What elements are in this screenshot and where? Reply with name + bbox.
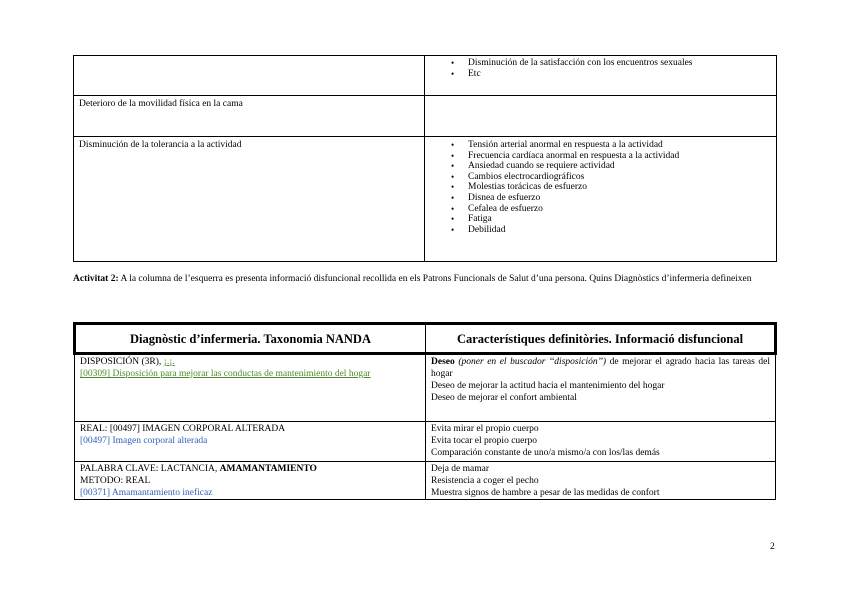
nanda-table (73, 322, 777, 500)
list-item: • Molestias torácicas de esfuerzo (468, 182, 771, 193)
characteristic-line: Deja de mamar (431, 464, 490, 474)
characteristic-line: Deseo (poner en el buscador ‘‘disposición’’) de mejorar el agrado hacia las tareas del hogar (431, 357, 771, 379)
table-row (75, 354, 776, 422)
characteristic-line: Evita mirar el propio cuerpo (431, 424, 539, 434)
diagnosis-cell (75, 354, 426, 422)
table-cell-label: Disminución de la tolerancia a la actividad (74, 137, 425, 262)
nanda-link[interactable]: [00371] Amamantamiento ineficaz (80, 488, 213, 498)
table-cell-empty (74, 56, 425, 96)
characteristics-cell (426, 462, 776, 500)
list-item: • Debilidad (468, 225, 771, 236)
characteristic-line: Evita tocar el propio cuerpo (431, 436, 538, 446)
symptoms-table (73, 55, 777, 262)
method-line: METODO: REAL (80, 476, 151, 486)
table-cell-bullets (425, 137, 777, 262)
nanda-link[interactable]: [00497] Imagen corporal alterada (80, 436, 208, 446)
activity-text: A la columna de l’esquerra es presenta informació disfuncional recollida en els Patrons Funcionals de Salut d’una persona. Quins Diagnòstics d’infermeria defineixen (118, 274, 752, 284)
column-header-diagnosis: Diagnòstic d’infermeria. Taxonomia NANDA (75, 324, 426, 354)
page-number: 2 (770, 542, 775, 552)
column-header-characteristics: Característiques definitòries. Informació disfuncional (426, 324, 776, 354)
activity-label: Activitat 2: (73, 274, 119, 284)
table-row (75, 462, 776, 500)
characteristic-line: Muestra signos de hambre a pesar de las medidas de confort (431, 488, 660, 498)
table-row (74, 56, 777, 96)
list-item: • Disnea de esfuerzo (468, 193, 771, 204)
table-header-row (75, 324, 776, 354)
diagnosis-cell (75, 422, 426, 462)
list-item: • Etc (468, 69, 771, 80)
list-item: • Disminución de la satisfacción con los encuentros sexuales (468, 58, 771, 69)
list-item: • Frecuencia cardíaca anormal en respuesta a la actividad (468, 151, 771, 162)
characteristic-line: Deseo de mejorar el confort ambiental (431, 393, 577, 403)
characteristic-line: Resistencia a coger el pecho (431, 476, 539, 486)
diagnosis-type-line: DISPOSICIÓN (3R), ¡.¡. (80, 357, 175, 367)
diagnosis-type-line: REAL: [00497] IMAGEN CORPORAL ALTERADA (80, 424, 286, 434)
list-item: • Cefalea de esfuerzo (468, 204, 771, 215)
diagnosis-cell (75, 462, 426, 500)
characteristics-cell (426, 422, 776, 462)
table-cell-empty (425, 96, 777, 137)
table-row (74, 96, 777, 137)
activity-instructions (73, 273, 783, 285)
table-row (75, 422, 776, 462)
list-item: • Cambios electrocardiográficos (468, 172, 771, 183)
characteristics-cell (426, 354, 776, 422)
list-item: • Fatiga (468, 214, 771, 225)
diagnosis-type-line: PALABRA CLAVE: LACTANCIA, AMAMANTAMIENTO (80, 464, 317, 474)
characteristic-line: Deseo de mejorar la actitud hacia el mantenimiento del hogar (431, 381, 665, 391)
list-item: • Ansiedad cuando se requiere actividad (468, 161, 771, 172)
nanda-link[interactable]: [00309] Disposición para mejorar las conductas de mantenimiento del hogar (80, 369, 371, 379)
characteristic-line: Comparación constante de uno/a mismo/a con los/las demás (431, 448, 660, 458)
table-row (74, 137, 777, 262)
list-item: • Tensión arterial anormal en respuesta a la actividad (468, 140, 771, 151)
link[interactable]: ¡.¡. (163, 357, 175, 367)
table-cell-bullets (425, 56, 777, 96)
table-cell-label: Deterioro de la movilidad física en la cama (74, 96, 425, 137)
